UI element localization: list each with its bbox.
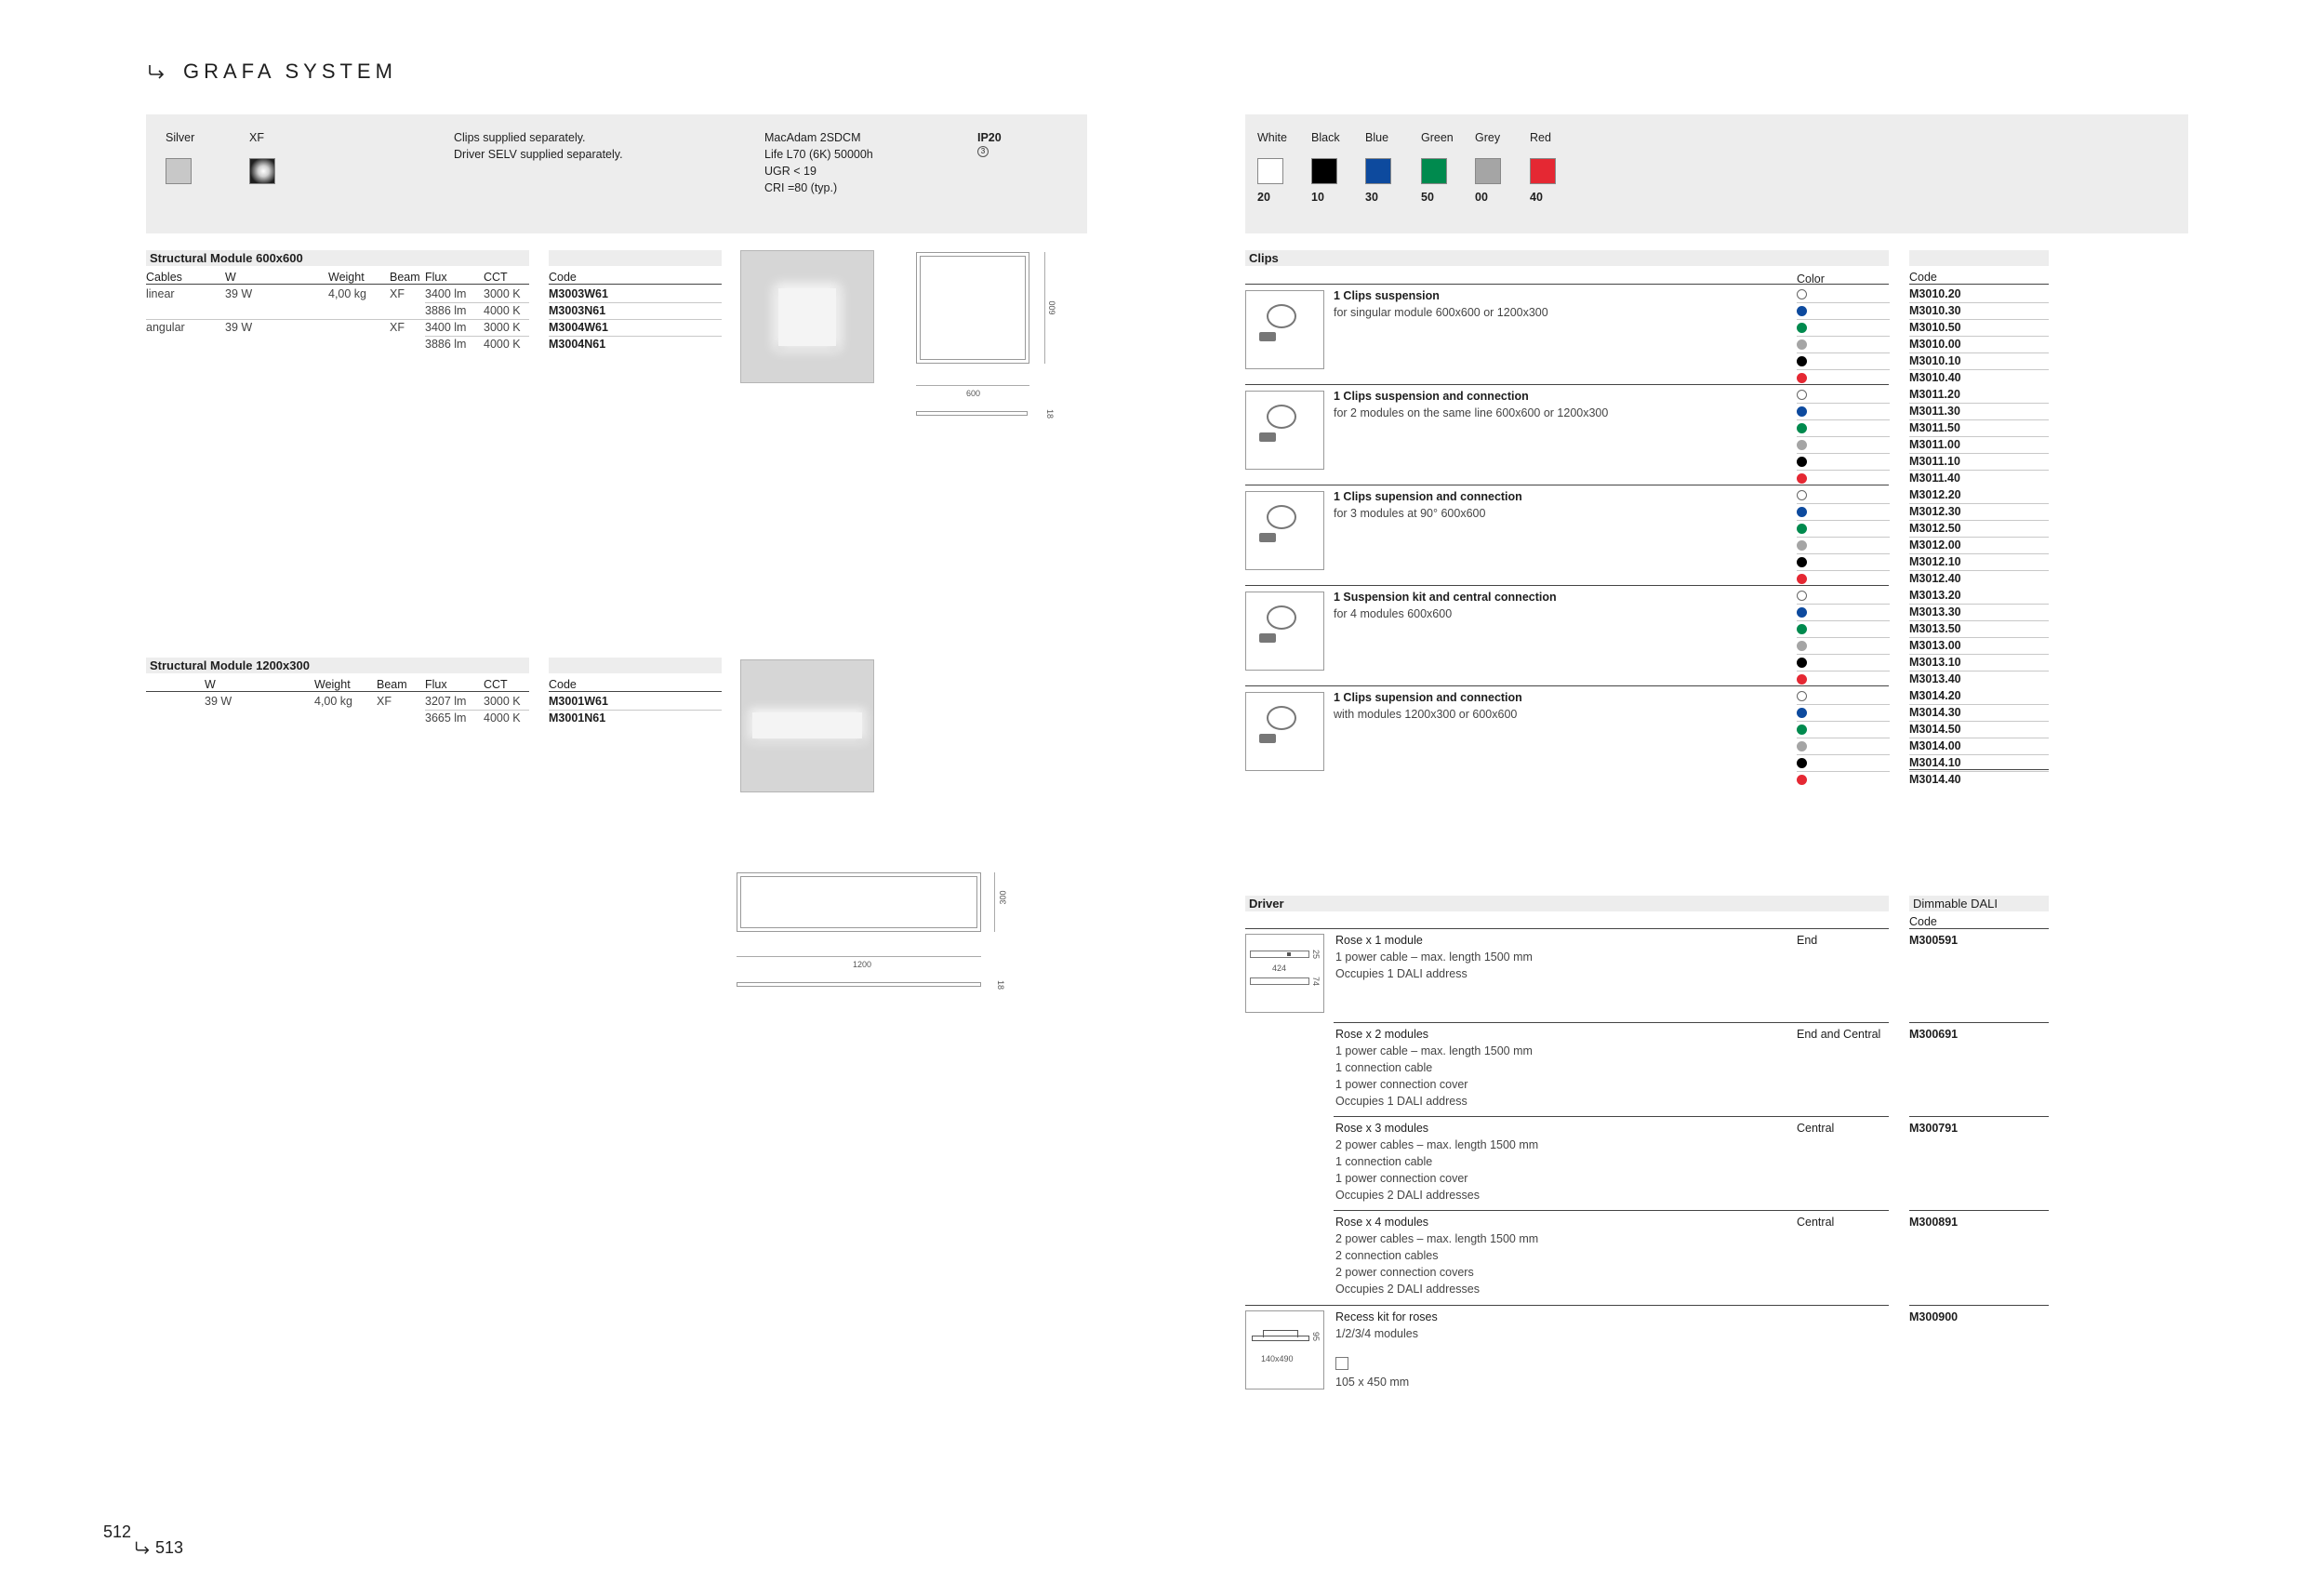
clips-color-divider bbox=[1797, 520, 1890, 521]
driver-item-line: 2 connection cables bbox=[1335, 1249, 1439, 1262]
driver-item-line: 1 power cable – max. length 1500 mm bbox=[1335, 951, 1533, 964]
color-dot-white bbox=[1797, 591, 1807, 601]
driver-item-line: Occupies 1 DALI address bbox=[1335, 1095, 1467, 1108]
finish-xf-swatch bbox=[249, 158, 275, 184]
driver-item-line: 1 connection cable bbox=[1335, 1155, 1433, 1168]
driver-item-line: Occupies 2 DALI addresses bbox=[1335, 1283, 1480, 1296]
m1200-code: M3001W61 bbox=[549, 695, 608, 708]
module600-dim-width: 600 bbox=[966, 389, 981, 398]
color-dot-black bbox=[1797, 658, 1807, 668]
clip-part-icon bbox=[1259, 332, 1276, 341]
color-dot-red bbox=[1797, 473, 1807, 484]
color-dot-green bbox=[1797, 624, 1807, 634]
module1200-title: Structural Module 1200x300 bbox=[146, 658, 529, 673]
clips-color-divider bbox=[1797, 336, 1890, 337]
clips-group-rule bbox=[1245, 585, 1889, 586]
finish-silver-swatch bbox=[166, 158, 192, 184]
clips-color-divider bbox=[1797, 470, 1890, 471]
m600-h-cables: Cables bbox=[146, 271, 182, 284]
module1200-dim-height: 300 bbox=[998, 890, 1008, 905]
m1200-h-w: W bbox=[205, 678, 216, 691]
safety-class-icon: 3 bbox=[977, 146, 989, 157]
color-dot-black bbox=[1797, 457, 1807, 467]
color-label-red: Red bbox=[1530, 131, 1551, 144]
clips-code-bar bbox=[1909, 250, 2049, 266]
clips-group-desc: for 2 modules on the same line 600x600 or 1200x300 bbox=[1334, 406, 1609, 419]
clips-code-header: Code bbox=[1909, 271, 1937, 284]
clips-code: M3012.40 bbox=[1909, 572, 1961, 585]
clips-group-name: 1 Clips suspension and connection bbox=[1334, 390, 1529, 403]
clips-group-name: 1 Clips supension and connection bbox=[1334, 691, 1522, 704]
driver-dim-width: 424 bbox=[1272, 964, 1287, 973]
color-dot-green bbox=[1797, 323, 1807, 333]
color-dot-red bbox=[1797, 674, 1807, 685]
left-info-band bbox=[146, 114, 1087, 233]
title-text: GRAFA SYSTEM bbox=[183, 60, 397, 83]
driver-item-line: 1 connection cable bbox=[1335, 1061, 1433, 1074]
color-label-black: Black bbox=[1311, 131, 1340, 144]
clips-color-divider bbox=[1797, 352, 1890, 353]
clips-group-rule bbox=[1245, 384, 1889, 385]
driver-code-header: Code bbox=[1909, 915, 1937, 928]
clips-code: M3011.30 bbox=[1909, 405, 1960, 418]
driver-dim-h1: 25 bbox=[1311, 949, 1321, 960]
m600-row-divider bbox=[146, 319, 529, 320]
driver-code-rule bbox=[1909, 1116, 2049, 1117]
clips-color-divider bbox=[1797, 553, 1890, 554]
m600-cell-cct: 3000 K bbox=[484, 287, 521, 300]
driver-drawing bbox=[1245, 934, 1324, 1013]
clips-thumb bbox=[1245, 391, 1324, 470]
driver-item-name: Rose x 4 modules bbox=[1335, 1216, 1429, 1229]
clips-end-rule bbox=[1909, 769, 2049, 770]
driver-item-line: 1 power connection cover bbox=[1335, 1078, 1468, 1091]
m600-cell-flux: 3400 lm bbox=[425, 321, 467, 334]
module600-title: Structural Module 600x600 bbox=[146, 250, 529, 266]
module1200-code-bar bbox=[549, 658, 722, 673]
m1200-cell-cct: 4000 K bbox=[484, 711, 521, 725]
m600-cell-cct: 4000 K bbox=[484, 304, 521, 317]
m600-cell-weight: 4,00 kg bbox=[328, 287, 367, 300]
module1200-photo bbox=[740, 659, 874, 792]
module600-dim-line-h bbox=[916, 385, 1029, 386]
color-dot-white bbox=[1797, 390, 1807, 400]
clips-code: M3012.00 bbox=[1909, 539, 1961, 552]
recess-dim-size: 140x490 bbox=[1261, 1354, 1294, 1363]
clips-code: M3013.40 bbox=[1909, 672, 1961, 685]
m600-h-w: W bbox=[225, 271, 236, 284]
m1200-cell-flux: 3665 lm bbox=[425, 711, 467, 725]
m600-code: M3003N61 bbox=[549, 304, 606, 317]
m600-h-beam: Beam bbox=[390, 271, 420, 284]
page-number-left: 512 bbox=[103, 1522, 132, 1541]
driver-code-rule bbox=[1909, 1210, 2049, 1211]
color-dot-red bbox=[1797, 775, 1807, 785]
color-dot-grey bbox=[1797, 339, 1807, 350]
color-dot-black bbox=[1797, 557, 1807, 567]
clips-group-rule bbox=[1245, 284, 1889, 285]
driver-code-rule bbox=[1909, 928, 2049, 929]
clips-color-divider bbox=[1797, 570, 1890, 571]
clips-color-header: Color bbox=[1797, 273, 1825, 286]
m600-cell-cct: 4000 K bbox=[484, 338, 521, 351]
clips-color-divider bbox=[1797, 620, 1890, 621]
driver-title: Driver bbox=[1245, 896, 1889, 911]
supply-note-2: Driver SELV supplied separately. bbox=[454, 148, 623, 161]
m600-h-flux: Flux bbox=[425, 271, 447, 284]
color-swatch-blue bbox=[1365, 158, 1391, 184]
m600-cell-beam: XF bbox=[390, 287, 405, 300]
clips-color-divider bbox=[1797, 319, 1890, 320]
driver-recess-rule bbox=[1245, 1305, 1889, 1306]
driver-code-rule bbox=[1909, 1305, 2049, 1306]
clips-thumb bbox=[1245, 290, 1324, 369]
driver-item-line: 2 power cables – max. length 1500 mm bbox=[1335, 1232, 1539, 1245]
module600-profile bbox=[916, 411, 1028, 416]
color-dot-red bbox=[1797, 574, 1807, 584]
clips-group-rule bbox=[1245, 685, 1889, 686]
recess-kit-drawing bbox=[1245, 1310, 1324, 1389]
recess-dim-h: 95 bbox=[1311, 1331, 1321, 1342]
finish-xf-label: XF bbox=[249, 131, 264, 144]
driver-item-line: Occupies 1 DALI address bbox=[1335, 967, 1467, 980]
color-dot-green bbox=[1797, 423, 1807, 433]
clips-code: M3011.20 bbox=[1909, 388, 1960, 401]
clip-part-icon bbox=[1259, 533, 1276, 542]
m1200-h-code: Code bbox=[549, 678, 577, 691]
driver-item-rule bbox=[1334, 1022, 1889, 1023]
clips-group-name: 1 Suspension kit and central connection bbox=[1334, 591, 1557, 604]
driver-item-name: Rose x 3 modules bbox=[1335, 1122, 1429, 1135]
clips-code: M3010.10 bbox=[1909, 354, 1961, 367]
m600-h-cct: CCT bbox=[484, 271, 508, 284]
driver-item-code: M300591 bbox=[1909, 934, 1959, 947]
page-number-right: 513 bbox=[155, 1538, 184, 1557]
m600-h-code: Code bbox=[549, 271, 577, 284]
m1200-cell-cct: 3000 K bbox=[484, 695, 521, 708]
clips-code: M3010.50 bbox=[1909, 321, 1961, 334]
clips-color-divider bbox=[1797, 704, 1890, 705]
color-dot-grey bbox=[1797, 440, 1807, 450]
clips-code: M3012.20 bbox=[1909, 488, 1961, 501]
color-code-grey: 00 bbox=[1475, 191, 1488, 204]
color-dot-green bbox=[1797, 524, 1807, 534]
driver-item-name: Rose x 2 modules bbox=[1335, 1028, 1429, 1041]
clips-color-divider bbox=[1797, 302, 1890, 303]
cable-coil-icon bbox=[1267, 706, 1296, 730]
clips-code: M3010.20 bbox=[1909, 287, 1961, 300]
m600-rule bbox=[146, 284, 529, 285]
driver-item-code: M300900 bbox=[1909, 1310, 1959, 1323]
driver-cutout: 105 x 450 mm bbox=[1335, 1376, 1410, 1389]
clips-code: M3014.10 bbox=[1909, 756, 1961, 769]
m600-cell-flux: 3400 lm bbox=[425, 287, 467, 300]
color-swatch-white bbox=[1257, 158, 1283, 184]
m1200-code-rule bbox=[549, 691, 722, 692]
driver-rule bbox=[1245, 928, 1889, 929]
color-code-white: 20 bbox=[1257, 191, 1270, 204]
color-swatch-red bbox=[1530, 158, 1556, 184]
m600-cell-w: 39 W bbox=[225, 321, 253, 334]
driver-item-position: End and Central bbox=[1797, 1028, 1881, 1041]
color-dot-blue bbox=[1797, 607, 1807, 618]
finish-silver-label: Silver bbox=[166, 131, 195, 144]
color-dot-white bbox=[1797, 289, 1807, 299]
module600-dim-side: 600 bbox=[1047, 300, 1057, 315]
clips-group-desc: for 4 modules 600x600 bbox=[1334, 607, 1453, 620]
clip-part-icon bbox=[1259, 432, 1276, 442]
clips-code: M3013.50 bbox=[1909, 622, 1961, 635]
arrow-return-icon-footer bbox=[133, 1538, 152, 1557]
color-dot-grey bbox=[1797, 641, 1807, 651]
driver-item-code: M300891 bbox=[1909, 1216, 1959, 1229]
module600-code-bar bbox=[549, 250, 722, 266]
module600-dim-line-v bbox=[1044, 252, 1045, 364]
clips-code: M3010.40 bbox=[1909, 371, 1961, 384]
clips-color-divider bbox=[1797, 721, 1890, 722]
m600-code: M3004N61 bbox=[549, 338, 606, 351]
color-code-green: 50 bbox=[1421, 191, 1434, 204]
spec-cri: CRI =80 (typ.) bbox=[764, 181, 838, 194]
cable-coil-icon bbox=[1267, 405, 1296, 429]
clips-code: M3012.10 bbox=[1909, 555, 1961, 568]
driver-item-position: End bbox=[1797, 934, 1818, 947]
clip-part-icon bbox=[1259, 633, 1276, 643]
color-code-black: 10 bbox=[1311, 191, 1324, 204]
driver-code-rule bbox=[1909, 1022, 2049, 1023]
module600-photo bbox=[740, 250, 874, 383]
color-dot-white bbox=[1797, 490, 1807, 500]
clips-color-divider bbox=[1797, 436, 1890, 437]
color-swatch-green bbox=[1421, 158, 1447, 184]
driver-col-header: Dimmable DALI bbox=[1909, 896, 2049, 911]
clips-color-divider bbox=[1797, 369, 1890, 370]
color-swatch-grey bbox=[1475, 158, 1501, 184]
color-code-red: 40 bbox=[1530, 191, 1543, 204]
clips-group-desc: with modules 1200x300 or 600x600 bbox=[1334, 708, 1518, 721]
m1200-cell-w: 39 W bbox=[205, 695, 232, 708]
clips-code-rule bbox=[1909, 284, 2049, 285]
clips-color-divider bbox=[1797, 403, 1890, 404]
driver-item-line: Occupies 2 DALI addresses bbox=[1335, 1189, 1480, 1202]
clips-thumb bbox=[1245, 491, 1324, 570]
driver-item-position: Central bbox=[1797, 1216, 1835, 1229]
m1200-cell-flux: 3207 lm bbox=[425, 695, 467, 708]
cutout-icon bbox=[1335, 1357, 1348, 1370]
m1200-code: M3001N61 bbox=[549, 711, 606, 725]
module1200-drawing bbox=[737, 872, 981, 932]
m600-cell-w: 39 W bbox=[225, 287, 253, 300]
m1200-cell-beam: XF bbox=[377, 695, 392, 708]
clips-code: M3012.50 bbox=[1909, 522, 1961, 535]
clips-color-divider bbox=[1797, 419, 1890, 420]
module1200-dim-depth: 18 bbox=[996, 979, 1006, 991]
spec-life: Life L70 (6K) 50000h bbox=[764, 148, 873, 161]
m600-cell-flux: 3886 lm bbox=[425, 304, 467, 317]
clips-code: M3014.40 bbox=[1909, 773, 1961, 786]
clips-code: M3011.00 bbox=[1909, 438, 1960, 451]
color-label-white: White bbox=[1257, 131, 1287, 144]
page-title bbox=[146, 60, 397, 84]
color-dot-blue bbox=[1797, 507, 1807, 517]
clips-color-divider bbox=[1797, 771, 1890, 772]
driver-item-line: 2 power cables – max. length 1500 mm bbox=[1335, 1138, 1539, 1151]
color-label-blue: Blue bbox=[1365, 131, 1389, 144]
driver-item-rule bbox=[1334, 1210, 1889, 1211]
clips-group-name: 1 Clips suspension bbox=[1334, 289, 1440, 302]
m1200-rule bbox=[146, 691, 529, 692]
clips-color-divider bbox=[1797, 637, 1890, 638]
clips-code: M3014.20 bbox=[1909, 689, 1961, 702]
clips-group-name: 1 Clips supension and connection bbox=[1334, 490, 1522, 503]
clips-color-divider bbox=[1797, 754, 1890, 755]
clip-part-icon bbox=[1259, 734, 1276, 743]
ip-rating: IP20 bbox=[977, 131, 1002, 144]
m600-cell-flux: 3886 lm bbox=[425, 338, 467, 351]
driver-item-name: Recess kit for roses bbox=[1335, 1310, 1438, 1323]
clips-color-divider bbox=[1797, 654, 1890, 655]
clips-code: M3013.30 bbox=[1909, 605, 1961, 618]
m600-cell-beam: XF bbox=[390, 321, 405, 334]
color-label-green: Green bbox=[1421, 131, 1454, 144]
color-dot-red bbox=[1797, 373, 1807, 383]
clips-code: M3013.20 bbox=[1909, 589, 1961, 602]
color-code-blue: 30 bbox=[1365, 191, 1378, 204]
clips-code: M3013.00 bbox=[1909, 639, 1961, 652]
color-dot-black bbox=[1797, 356, 1807, 366]
color-dot-green bbox=[1797, 725, 1807, 735]
clips-code: M3010.30 bbox=[1909, 304, 1961, 317]
clips-color-divider bbox=[1797, 537, 1890, 538]
clips-code: M3013.10 bbox=[1909, 656, 1961, 669]
m1200-h-weight: Weight bbox=[314, 678, 351, 691]
color-dot-blue bbox=[1797, 708, 1807, 718]
clips-color-divider bbox=[1797, 604, 1890, 605]
module600-dim-depth: 18 bbox=[1045, 408, 1056, 419]
clips-color-divider bbox=[1797, 503, 1890, 504]
color-dot-blue bbox=[1797, 306, 1807, 316]
clips-code: M3011.40 bbox=[1909, 472, 1960, 485]
m600-code: M3003W61 bbox=[549, 287, 608, 300]
clips-code: M3014.30 bbox=[1909, 706, 1961, 719]
driver-item-code: M300791 bbox=[1909, 1122, 1959, 1135]
color-dot-grey bbox=[1797, 540, 1807, 551]
clips-group-desc: for singular module 600x600 or 1200x300 bbox=[1334, 306, 1548, 319]
clips-group-desc: for 3 modules at 90° 600x600 bbox=[1334, 507, 1486, 520]
clips-color-divider bbox=[1797, 453, 1890, 454]
clips-code: M3010.00 bbox=[1909, 338, 1961, 351]
m1200-cell-weight: 4,00 kg bbox=[314, 695, 353, 708]
clips-code: M3012.30 bbox=[1909, 505, 1961, 518]
m1200-h-cct: CCT bbox=[484, 678, 508, 691]
driver-item-line: 1/2/3/4 modules bbox=[1335, 1327, 1418, 1340]
spec-ugr: UGR < 19 bbox=[764, 165, 817, 178]
clips-title: Clips bbox=[1245, 250, 1889, 266]
m600-code: M3004W61 bbox=[549, 321, 608, 334]
arrow-return-icon bbox=[146, 61, 166, 82]
m600-code-rule bbox=[549, 284, 722, 285]
clips-code: M3014.50 bbox=[1909, 723, 1961, 736]
color-dot-blue bbox=[1797, 406, 1807, 417]
m600-cell-cct: 3000 K bbox=[484, 321, 521, 334]
driver-item-line: 1 power connection cover bbox=[1335, 1172, 1468, 1185]
m600-cell-cables: angular bbox=[146, 321, 185, 334]
m600-h-weight: Weight bbox=[328, 271, 365, 284]
cable-coil-icon bbox=[1267, 505, 1296, 529]
color-dot-black bbox=[1797, 758, 1807, 768]
clips-thumb bbox=[1245, 592, 1324, 671]
module1200-dim-line-h bbox=[737, 956, 981, 957]
clips-thumb bbox=[1245, 692, 1324, 771]
module1200-dim-width: 1200 bbox=[853, 960, 872, 969]
clips-code: M3011.10 bbox=[1909, 455, 1960, 468]
supply-note-1: Clips supplied separately. bbox=[454, 131, 586, 144]
module600-drawing bbox=[916, 252, 1029, 364]
m600-cell-cables: linear bbox=[146, 287, 175, 300]
driver-item-position: Central bbox=[1797, 1122, 1835, 1135]
driver-item-name: Rose x 1 module bbox=[1335, 934, 1423, 947]
color-dot-white bbox=[1797, 691, 1807, 701]
color-dot-grey bbox=[1797, 741, 1807, 751]
driver-item-line: 1 power cable – max. length 1500 mm bbox=[1335, 1044, 1533, 1057]
m1200-h-beam: Beam bbox=[377, 678, 407, 691]
driver-item-code: M300691 bbox=[1909, 1028, 1959, 1041]
module1200-dim-line-v bbox=[994, 872, 995, 932]
clips-code: M3011.50 bbox=[1909, 421, 1960, 434]
driver-item-rule bbox=[1334, 1116, 1889, 1117]
clips-code: M3014.00 bbox=[1909, 739, 1961, 752]
driver-dim-h2: 74 bbox=[1311, 976, 1321, 987]
driver-item-line: 2 power connection covers bbox=[1335, 1266, 1474, 1279]
m1200-h-flux: Flux bbox=[425, 678, 447, 691]
cable-coil-icon bbox=[1267, 605, 1296, 630]
color-swatch-black bbox=[1311, 158, 1337, 184]
spec-macadam: MacAdam 2SDCM bbox=[764, 131, 861, 144]
cable-coil-icon bbox=[1267, 304, 1296, 328]
module1200-profile bbox=[737, 982, 981, 987]
color-label-grey: Grey bbox=[1475, 131, 1501, 144]
